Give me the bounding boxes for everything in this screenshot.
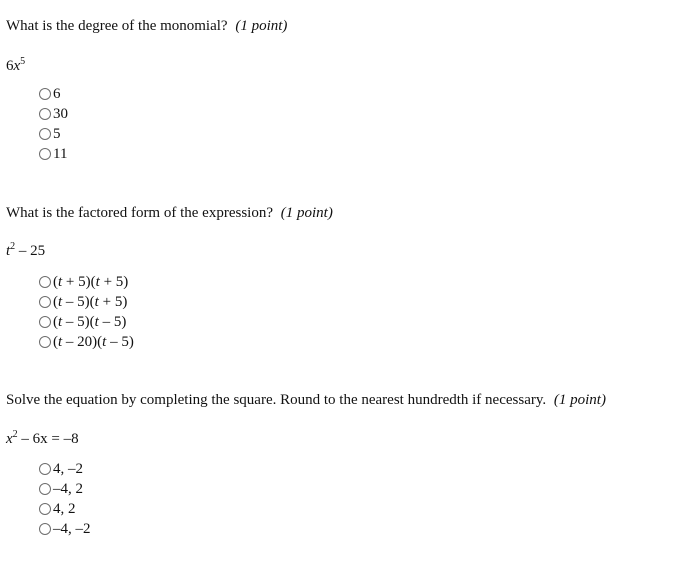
- question-1-choice-3[interactable]: 5: [39, 124, 68, 144]
- radio-button[interactable]: [39, 276, 51, 288]
- radio-button[interactable]: [39, 483, 51, 495]
- question-1-prompt: [6, 17, 682, 35]
- question-1-text: What is the degree of the monomial?: [6, 18, 228, 34]
- radio-button[interactable]: [39, 316, 51, 328]
- question-1-expression: $6x^5$: [6, 56, 26, 74]
- question-3-prompt: [6, 391, 682, 409]
- question-3-expression: $x^2 - 6x = -8$: [6, 429, 79, 447]
- question-2-prompt: [6, 204, 682, 222]
- radio-button[interactable]: [39, 463, 51, 475]
- question-1-choice-1[interactable]: 6: [39, 84, 68, 104]
- question-2-expression: $t^2 - 25$: [6, 241, 46, 259]
- question-3-choice-1[interactable]: 4, –2: [39, 459, 91, 479]
- question-2-choice-3[interactable]: (t – 5)(t – 5): [39, 312, 134, 332]
- radio-button[interactable]: [39, 503, 51, 515]
- question-3-choice-4[interactable]: –4, –2: [39, 519, 91, 539]
- radio-button[interactable]: [39, 523, 51, 535]
- radio-button[interactable]: [39, 336, 51, 348]
- question-2-choices: [39, 272, 134, 352]
- question-3-text: Solve the equation by completing the square. Round to the nearest hundredth if necessary.: [6, 392, 547, 408]
- question-1: [6, 17, 682, 162]
- question-2-points: (1 point): [280, 205, 333, 221]
- question-1-points: (1 point): [235, 18, 288, 34]
- radio-button[interactable]: [39, 108, 51, 120]
- question-2-choice-4[interactable]: (t – 20)(t – 5): [39, 332, 134, 352]
- radio-button[interactable]: [39, 296, 51, 308]
- question-1-choices: [39, 84, 68, 164]
- question-2-choice-1[interactable]: (t + 5)(t + 5): [39, 272, 134, 292]
- question-3-choices: [39, 459, 91, 539]
- question-2-text: What is the factored form of the expression?: [6, 205, 273, 221]
- question-3-points: (1 point): [553, 392, 606, 408]
- question-3-choice-3[interactable]: 4, 2: [39, 499, 91, 519]
- question-3: [6, 391, 682, 537]
- question-2: [6, 204, 682, 350]
- question-1-choice-4[interactable]: 11: [39, 144, 68, 164]
- question-3-choice-2[interactable]: –4, 2: [39, 479, 91, 499]
- question-1-choice-2[interactable]: 30: [39, 104, 68, 124]
- radio-button[interactable]: [39, 88, 51, 100]
- radio-button[interactable]: [39, 148, 51, 160]
- question-2-choice-2[interactable]: (t – 5)(t + 5): [39, 292, 134, 312]
- radio-button[interactable]: [39, 128, 51, 140]
